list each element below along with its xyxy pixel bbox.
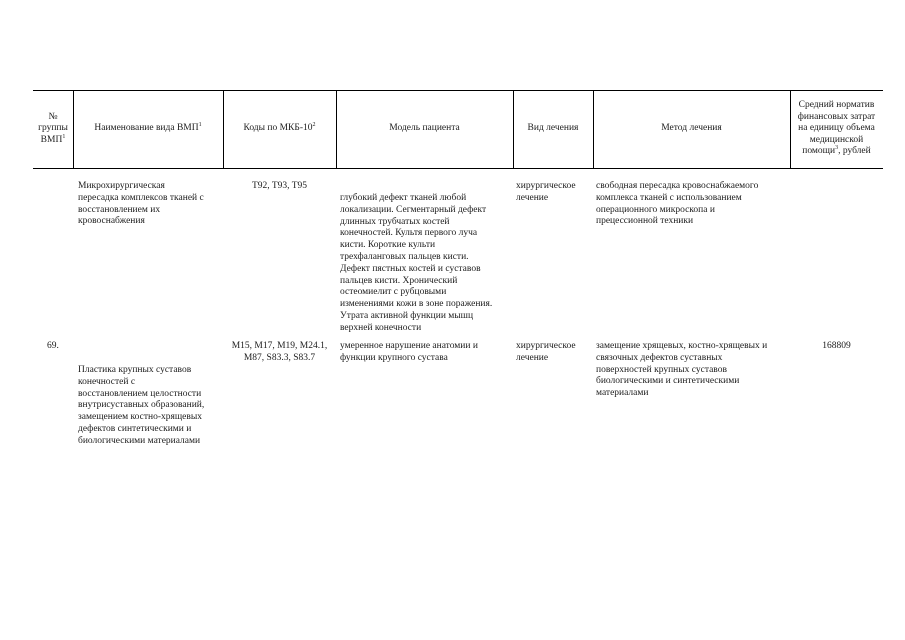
- row2-group-number: 69.: [47, 341, 59, 351]
- row1-icd-codes: T92, T93, T95: [251, 181, 308, 191]
- header-group-number: № группы ВМП$^1$: [38, 111, 68, 145]
- row2-cost-value: 168809: [822, 341, 851, 351]
- header-vmp-name: Наименование вида ВМП$^1$: [94, 122, 202, 134]
- header-cost-standard: Средний норматив финансовых затрат на единицу объема медицинской помощи$^3$, рублей: [797, 100, 876, 157]
- header-icd-codes: Коды по МКБ-$10^2$: [243, 122, 316, 134]
- row1-treatment-method: свободная пересадка кровоснабжаемого комплекса тканей с использованием операционного микроскопа и прецессионной техники: [596, 181, 759, 227]
- header-treatment-method: Метод лечения: [661, 123, 722, 134]
- row2-treatment-type: хирургическое лечение: [516, 341, 576, 363]
- row1-treatment-type: хирургическое лечение: [516, 181, 576, 203]
- header-treatment-type: Вид лечения: [527, 123, 579, 134]
- row2-treatment-method: замещение хрящевых, костно-хрящевых и связочных дефектов суставных поверхностей крупных суставов биологическими и синтетическими материалами: [596, 341, 768, 399]
- row2-vmp-name: Пластика крупных суставов конечностей с восстановлением целостности внутрисуставных образований, замещением костно-хрящевых дефектов синтетическими и биологическими материалами: [78, 365, 205, 446]
- table-header-bottom-border: [33, 168, 883, 169]
- row2-icd-codes: M15, M17, M19, M24.1, M87, S83.3, S83.7: [231, 341, 328, 363]
- row1-patient-model: глубокий дефект тканей любой локализации. Сегментарный дефект длинных трубчатых костей конечностей. Культя первого луча кисти. Короткие культи трехфаланговых пальцев кисти. Дефект пястных костей и суставов пальцев кисти. Хронический остеомиелит с рубцовыми изменениями кожи в зоне поражения. Утрата активной функции мышц верхней конечности: [340, 193, 493, 333]
- row2-patient-model: умеренное нарушение анатомии и функции крупного сустава: [340, 341, 478, 363]
- row1-vmp-name: Микрохирургическая пересадка комплексов тканей с восстановлением их кровоснабжения: [78, 181, 204, 227]
- header-patient-model: Модель пациента: [389, 123, 460, 134]
